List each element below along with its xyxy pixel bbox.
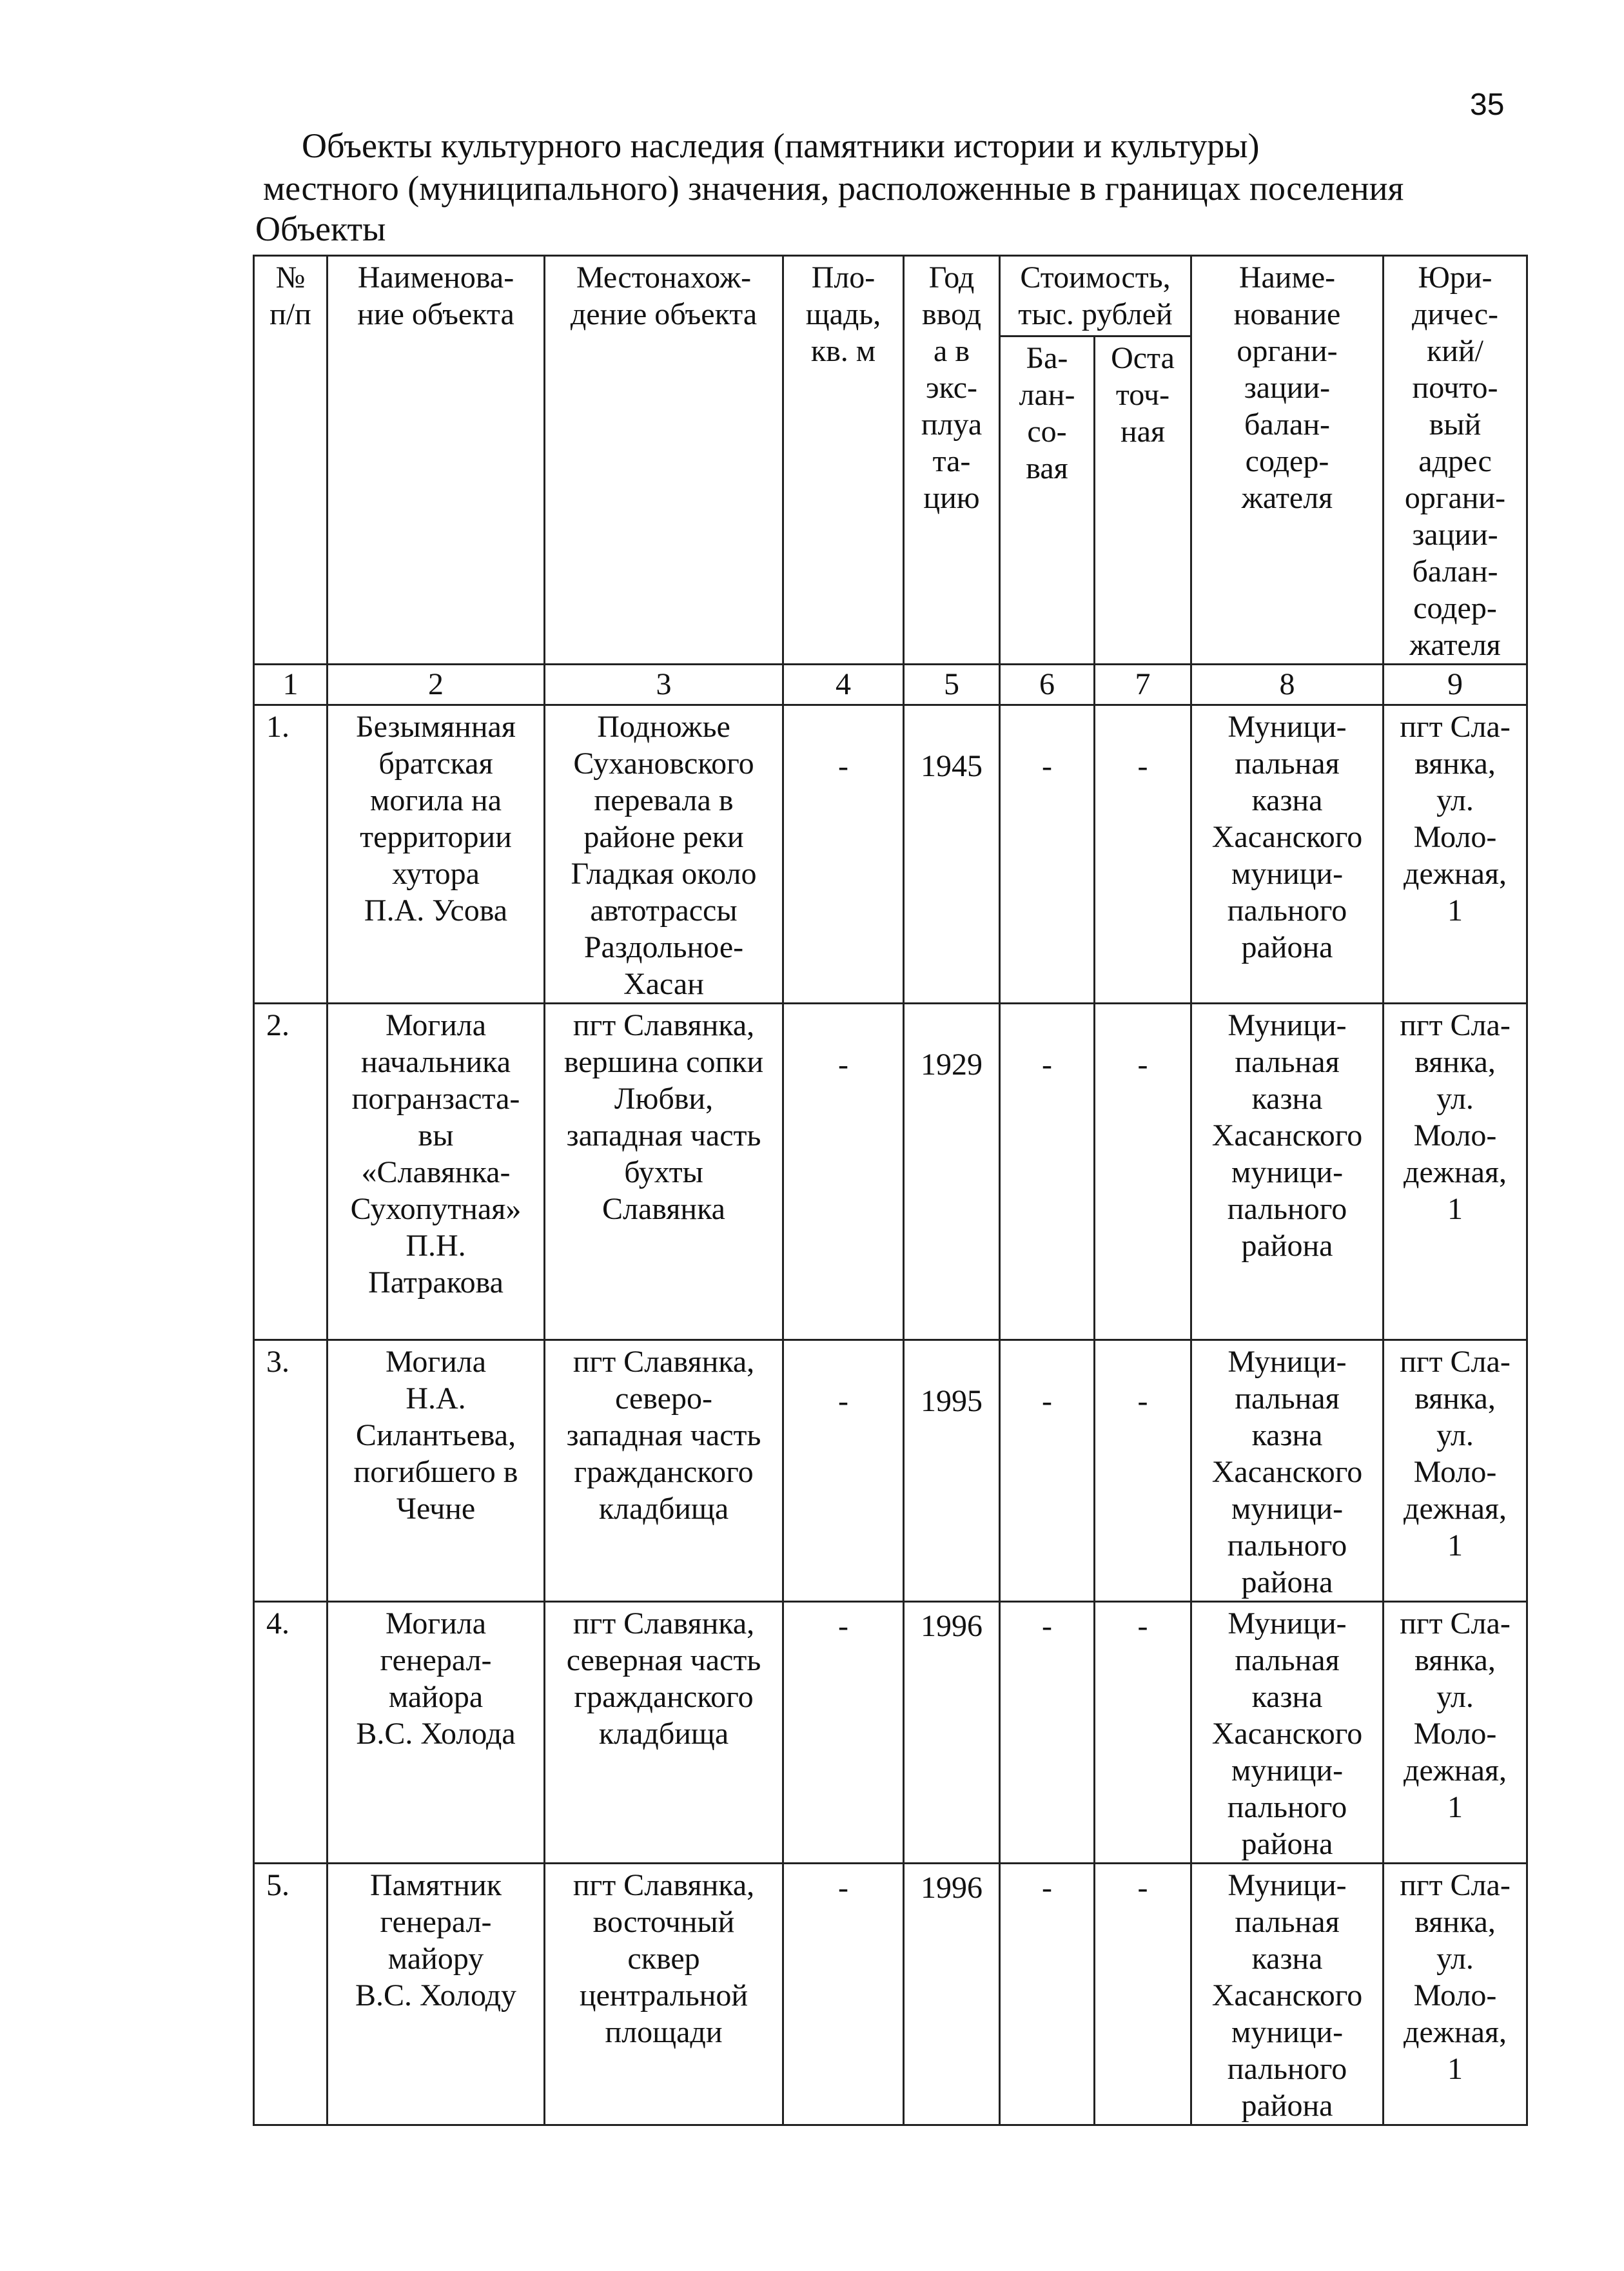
cell-area: - [783,1602,904,1864]
page-number: 35 [1470,88,1505,122]
cell-residual: - [1095,1864,1191,2125]
cell-balance: - [1000,705,1095,1004]
cell-location: пгт Славянка, вершина сопки Любви, западная часть бухты Славянка [545,1004,783,1340]
cell-no: 2. [254,1004,328,1340]
cell-name: Могила Н.А. Силантьева, погибшего в Чечне [328,1340,545,1602]
header-year: Год ввод а в экс- плуа та- цию [904,256,1000,665]
column-numbers-row [254,665,1527,705]
cell-address: пгт Сла- вянка, ул. Моло- дежная, 1 [1384,1864,1527,2125]
cell-area: - [783,705,904,1004]
table-row [254,1004,1527,1340]
cell-org: Муници- пальная казна Хасанского муници- пального района [1191,1602,1384,1864]
header-location: Местонахож- дение объекта [545,256,783,665]
cell-year: 1929 [904,1004,1000,1340]
cell-year: 1996 [904,1864,1000,2125]
cell-residual: - [1095,705,1191,1004]
cell-location: пгт Славянка, северная часть гражданского кладбища [545,1602,783,1864]
cell-area: - [783,1004,904,1340]
cell-org: Муници- пальная казна Хасанского муници- пального района [1191,1864,1384,2125]
cell-no: 3. [254,1340,328,1602]
table-row [254,705,1527,1004]
cell-balance: - [1000,1864,1095,2125]
column-number: 1 [254,665,328,705]
table-row [254,1602,1527,1864]
cell-area: - [783,1864,904,2125]
header-cost: Стоимость, тыс. рублей [1000,256,1191,336]
header-name: Наименова- ние объекта [328,256,545,665]
cell-address: пгт Сла- вянка, ул. Моло- дежная, 1 [1384,705,1527,1004]
column-number: 5 [904,665,1000,705]
cell-area: - [783,1340,904,1602]
header-area: Пло- щадь, кв. м [783,256,904,665]
cell-location: пгт Славянка, восточный сквер центральной площади [545,1864,783,2125]
column-number: 8 [1191,665,1384,705]
cell-name: Могила начальника погранзаста- вы «Славянка- Сухопутная» П.Н. Патракова [328,1004,545,1340]
column-number: 6 [1000,665,1095,705]
header-org: Наиме- нование органи- зации- балан- содер- жателя [1191,256,1384,665]
cell-year: 1995 [904,1340,1000,1602]
cell-name: Безымянная братская могила на территории хутора П.А. Усова [328,705,545,1004]
cell-org: Муници- пальная казна Хасанского муници- пального района [1191,705,1384,1004]
title-line-3: Объекты [255,210,386,248]
cell-residual: - [1095,1602,1191,1864]
header-cost-residual: Оста точ- ная [1095,336,1191,664]
cell-location: пгт Славянка, северо- западная часть гражданского кладбища [545,1340,783,1602]
cell-balance: - [1000,1340,1095,1602]
cell-address: пгт Сла- вянка, ул. Моло- дежная, 1 [1384,1004,1527,1340]
cell-address: пгт Сла- вянка, ул. Моло- дежная, 1 [1384,1602,1527,1864]
cell-year: 1996 [904,1602,1000,1864]
table-row [254,1864,1527,2125]
cell-org: Муници- пальная казна Хасанского муници- пального района [1191,1004,1384,1340]
title-line-2: местного (муниципального) значения, расположенные в границах поселения [263,169,1404,208]
cell-no: 4. [254,1602,328,1864]
cell-residual: - [1095,1340,1191,1602]
column-number: 4 [783,665,904,705]
header-no: № п/п [254,256,328,665]
cell-balance: - [1000,1602,1095,1864]
column-number: 3 [545,665,783,705]
cell-balance: - [1000,1004,1095,1340]
cell-org: Муници- пальная казна Хасанского муници- пального района [1191,1340,1384,1602]
title-line-1: Объекты культурного наследия (памятники истории и культуры) [302,126,1260,165]
cell-year: 1945 [904,705,1000,1004]
cell-no: 1. [254,705,328,1004]
cell-name: Памятник генерал- майору В.С. Холоду [328,1864,545,2125]
header-cost-balance: Ба- лан- со- вая [1000,336,1095,664]
cell-no: 5. [254,1864,328,2125]
cell-name: Могила генерал- майора В.С. Холода [328,1602,545,1864]
column-number: 7 [1095,665,1191,705]
heritage-objects-table [253,255,1528,2126]
cell-residual: - [1095,1004,1191,1340]
table-row [254,1340,1527,1602]
header-address: Юри- дичес- кий/ почто- вый адрес органи- зации- балан- содер- жателя [1384,256,1527,665]
cell-address: пгт Сла- вянка, ул. Моло- дежная, 1 [1384,1340,1527,1602]
cell-location: Подножье Сухановского перевала в районе реки Гладкая около автотрассы Раздольное- Хасан [545,705,783,1004]
column-number: 9 [1384,665,1527,705]
column-number: 2 [328,665,545,705]
